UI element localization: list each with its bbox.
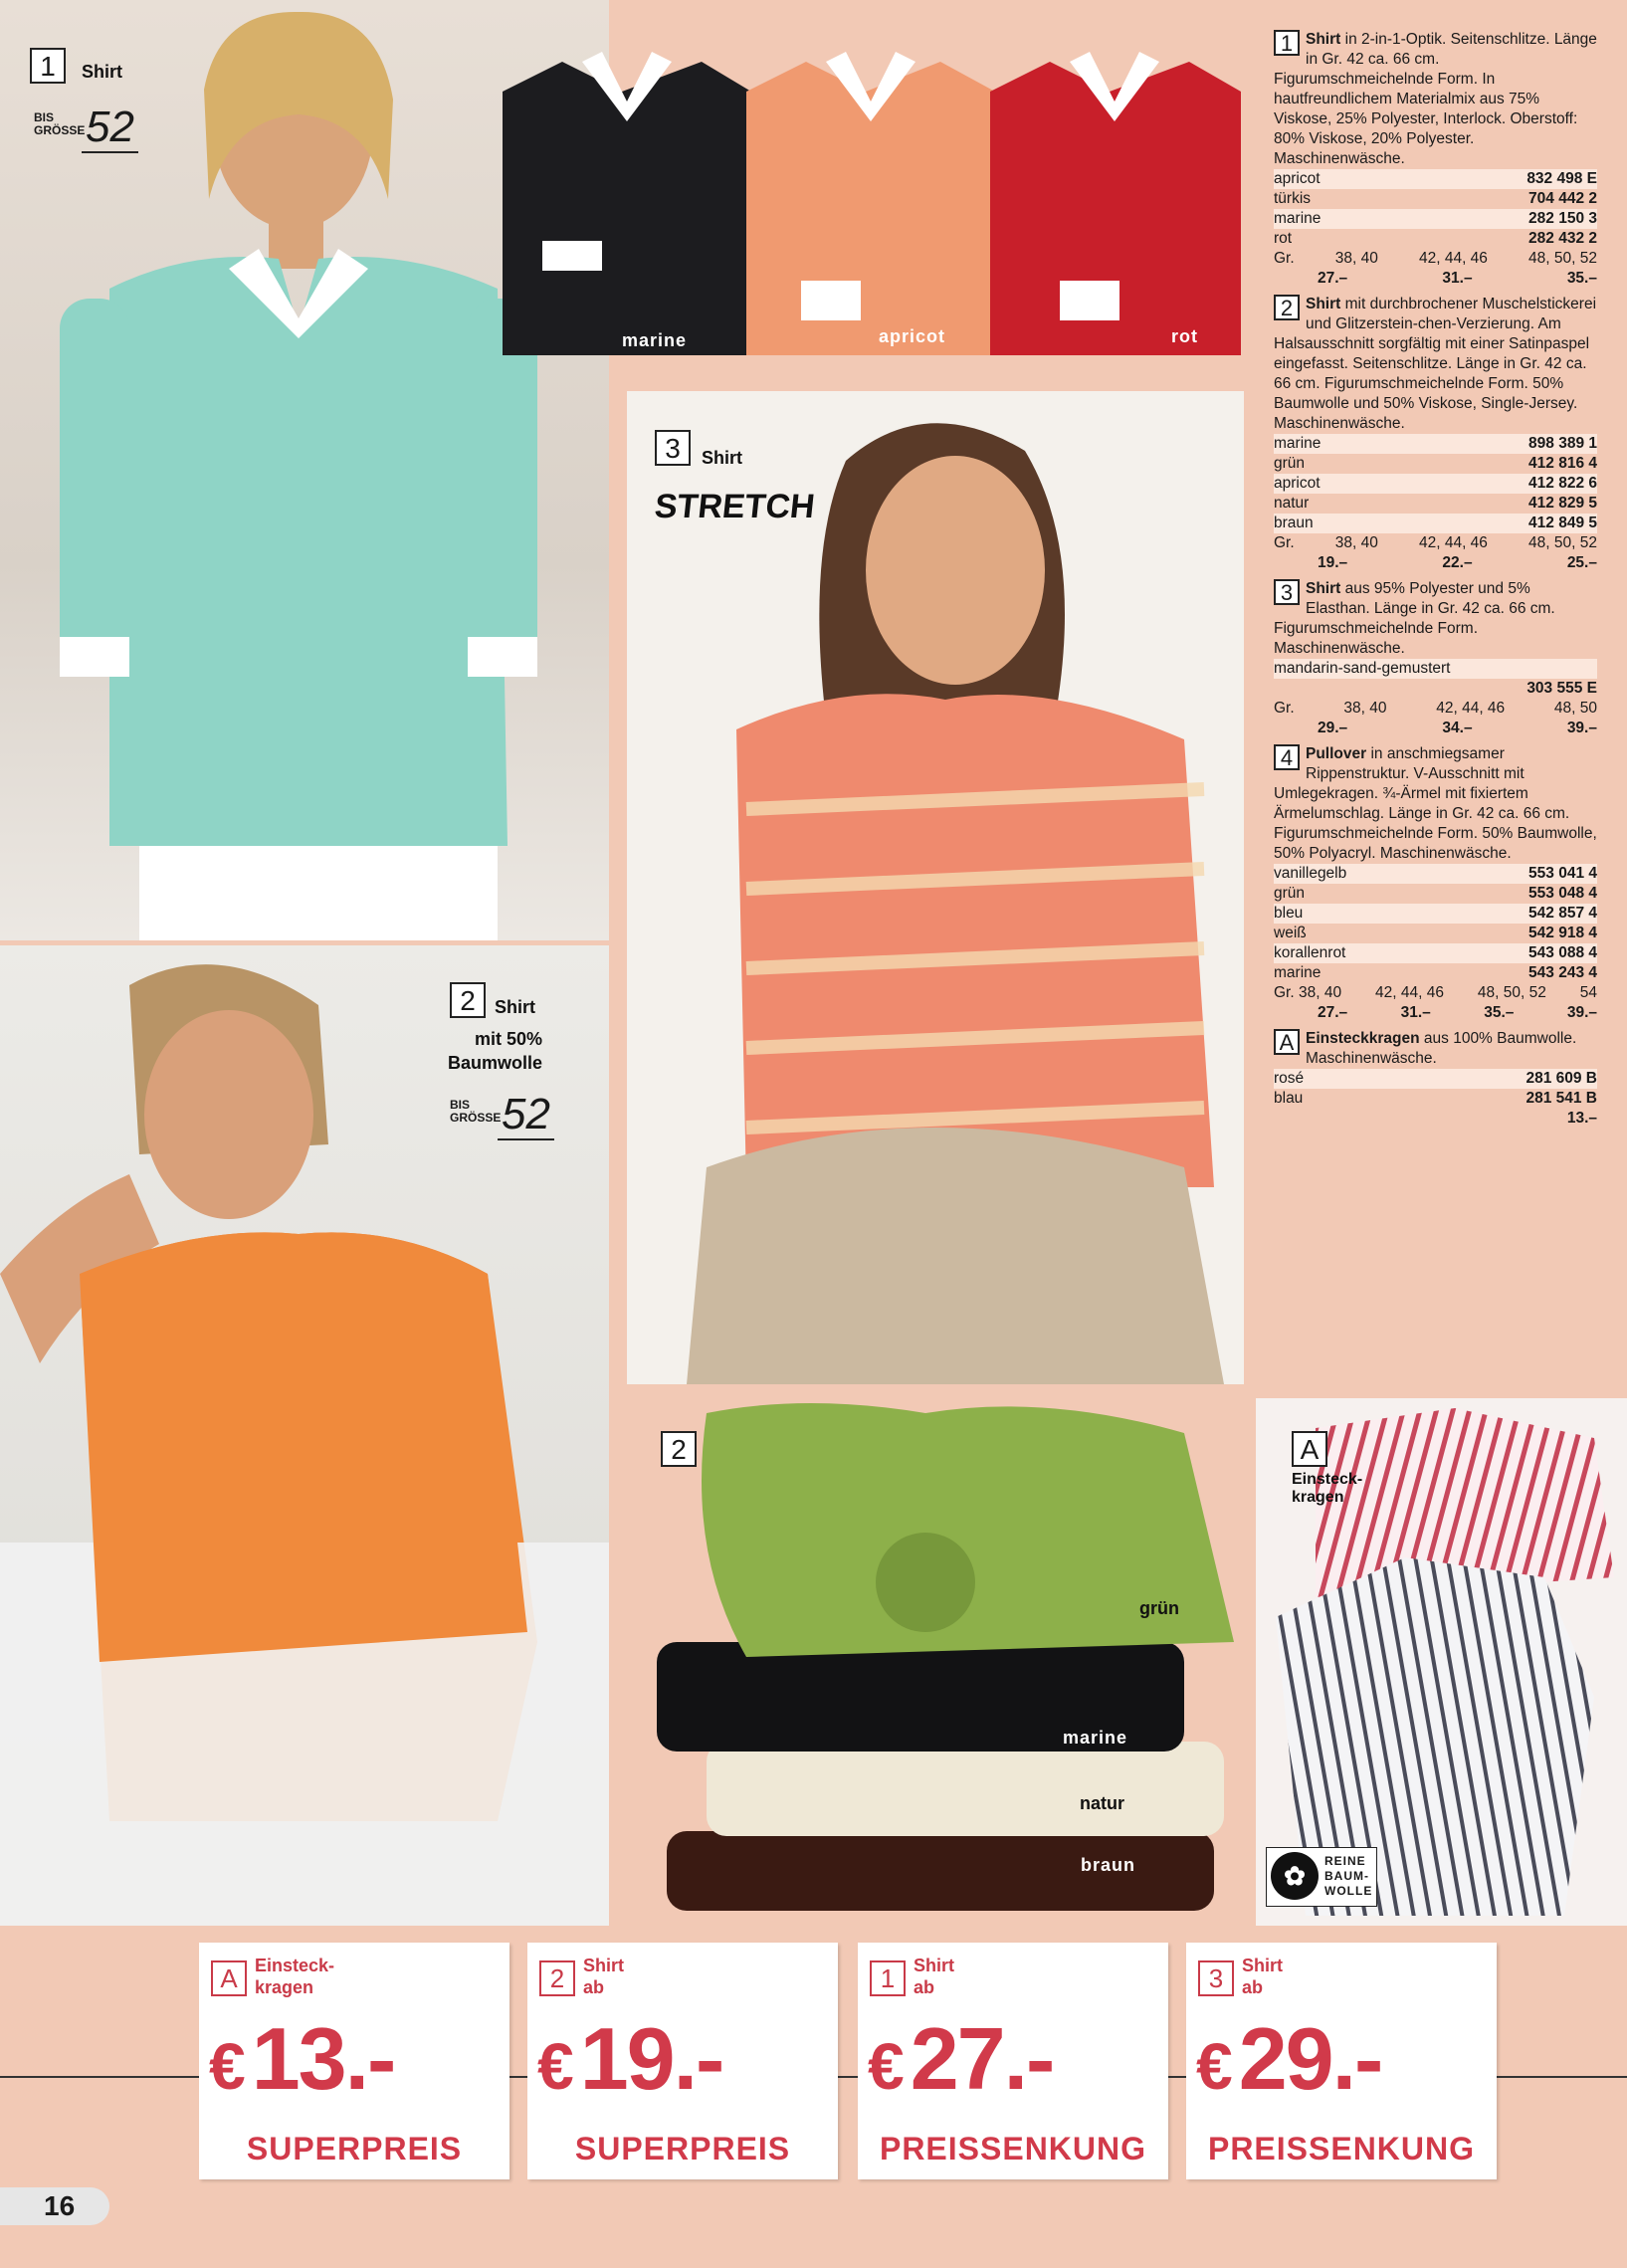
- label-line: Shirt: [914, 1956, 955, 1975]
- size-price: 39.–: [1566, 1004, 1597, 1021]
- shirt-stack-image: [627, 1393, 1244, 1926]
- size-price: 13.–: [1566, 1110, 1597, 1127]
- article-number: 303 555 E: [1526, 680, 1597, 697]
- size-group: 48, 50: [1553, 700, 1597, 717]
- variant-row: [1274, 189, 1597, 209]
- size-price: 35.–: [1484, 1004, 1515, 1021]
- size-price: 39.–: [1566, 720, 1597, 736]
- size-value: 52: [82, 103, 138, 153]
- price-box: [527, 1943, 838, 2179]
- price-box-label: [1242, 1955, 1283, 1998]
- product-desc-text: aus 100% Baumwolle. Maschinenwäsche.: [1306, 1030, 1577, 1067]
- variant-color: türkis: [1274, 190, 1312, 207]
- article-number: 542 918 4: [1528, 925, 1597, 941]
- variant-row: [1274, 884, 1597, 904]
- size-group: 42, 44, 46: [1418, 250, 1488, 267]
- variant-color: weiß: [1274, 925, 1307, 941]
- stretch-badge: STRETCH: [653, 488, 817, 525]
- photo-shirt-stack: [627, 1393, 1244, 1926]
- stack-color-braun: braun: [1081, 1855, 1136, 1875]
- product-description-column: [1274, 30, 1597, 1134]
- label-line: Shirt: [495, 997, 536, 1017]
- label-line: Einsteck-: [255, 1956, 335, 1975]
- size-group: 48, 50, 52: [1528, 250, 1597, 267]
- size-row: [1274, 249, 1597, 269]
- variant-row: [1274, 904, 1597, 924]
- size-group: 42, 44, 46: [1436, 700, 1506, 717]
- size-badge: [34, 103, 134, 151]
- article-number: 543 243 4: [1528, 964, 1597, 981]
- variant-color: rosé: [1274, 1070, 1305, 1087]
- item-number-box: 1: [1274, 30, 1300, 56]
- label-line: ab: [914, 1977, 935, 1997]
- variant-row: [1274, 454, 1597, 474]
- variant-color: mandarin-sand-gemustert: [1274, 660, 1451, 677]
- variant-row: [1274, 229, 1597, 249]
- price-box-number: 1: [870, 1960, 906, 1996]
- price-box-number: A: [211, 1960, 247, 1996]
- variant-row: [1274, 474, 1597, 494]
- label-line: Shirt: [1242, 1956, 1284, 1975]
- variant-color: blau: [1274, 1090, 1304, 1107]
- variant-table: [1274, 659, 1597, 699]
- price-value: [868, 2008, 1053, 2110]
- product-item: [1274, 30, 1597, 289]
- size-row: [1274, 983, 1597, 1003]
- variant-row: [1274, 1089, 1597, 1109]
- product-desc-text: in anschmiegsamer Rippenstruktur. V-Ausschnitt mit Umlegekragen. ¾-Ärmel mit fixiertem Ärmelumschlag. Länge in Gr. 42 ca. 66 cm. Figurumschmeichelnde Form. 50% Baumwolle, 50% Polyacryl. Maschinenwäsche.: [1274, 745, 1597, 862]
- size-badge: [450, 1090, 550, 1138]
- badge-line: BAUM-: [1324, 1869, 1369, 1883]
- groesse-text: GRÖSSE: [450, 1110, 502, 1125]
- variant-row: [1274, 169, 1597, 189]
- variant-color: apricot: [1274, 170, 1321, 187]
- label-line: Baumwolle: [448, 1053, 543, 1073]
- label-line: Einsteck-: [1292, 1471, 1363, 1488]
- variant-row: [1274, 943, 1597, 963]
- article-number: 704 442 2: [1528, 190, 1597, 207]
- price-value: [537, 2008, 722, 2110]
- article-number: 832 498 E: [1526, 170, 1597, 187]
- product-desc-text: aus 95% Polyester und 5% Elasthan. Länge in Gr. 42 ca. 66 cm. Figurumschmeichelnde Form. Maschinenwäsche.: [1274, 580, 1555, 657]
- photo-label: Shirt: [82, 62, 123, 82]
- variant-table: [1274, 169, 1597, 249]
- variant-color: bleu: [1274, 905, 1304, 922]
- photo-shirt-3: [627, 391, 1244, 1384]
- product-item: [1274, 579, 1597, 738]
- price-row: [1274, 1003, 1597, 1023]
- price-amount: 29.-: [1238, 2009, 1382, 2108]
- cotton-badge: [1266, 1847, 1377, 1907]
- price-box-subtitle: PREISSENKUNG: [879, 2131, 1147, 2166]
- item-number-box: A: [1292, 1431, 1327, 1467]
- currency-symbol: €: [537, 2029, 572, 2103]
- size-group: Gr.: [1274, 700, 1295, 717]
- price-box-subtitle: SUPERPREIS: [574, 2131, 791, 2166]
- photo-label: Shirt: [702, 448, 743, 468]
- price-row: [1274, 269, 1597, 289]
- variant-color: korallenrot: [1274, 944, 1346, 961]
- variant-color: vanillegelb: [1274, 865, 1347, 882]
- groesse-text: GRÖSSE: [34, 122, 86, 137]
- currency-symbol: €: [868, 2029, 903, 2103]
- article-number: 553 041 4: [1528, 865, 1597, 882]
- size-group: 38, 40: [1334, 250, 1378, 267]
- photo-sweaters: [503, 52, 1241, 355]
- product-title: Shirt: [1306, 31, 1341, 48]
- size-price: 31.–: [1400, 1004, 1431, 1021]
- price-box-label: [914, 1955, 954, 1998]
- size-price: 27.–: [1318, 270, 1348, 287]
- size-price: 35.–: [1566, 270, 1597, 287]
- size-price: 27.–: [1318, 1004, 1348, 1021]
- cotton-flower-icon: ✿: [1271, 1852, 1319, 1900]
- item-number-box: 2: [450, 982, 486, 1018]
- label-line: ab: [583, 1977, 605, 1997]
- badge-line: WOLLE: [1324, 1884, 1373, 1898]
- price-box: [1186, 1943, 1497, 2179]
- product-title: Einsteckkragen: [1306, 1030, 1420, 1047]
- product-description: [1274, 1029, 1597, 1069]
- size-group: 48, 50, 52: [1477, 984, 1546, 1001]
- item-number-box: 4: [1274, 744, 1300, 770]
- size-group: 38, 40: [1343, 700, 1387, 717]
- size-group: 42, 44, 46: [1418, 534, 1488, 551]
- price-box-subtitle: SUPERPREIS: [246, 2131, 463, 2166]
- price-box: [199, 1943, 509, 2179]
- product-description: [1274, 295, 1597, 434]
- variant-color: rot: [1274, 230, 1293, 247]
- article-number: 412 849 5: [1528, 515, 1597, 531]
- product-title: Pullover: [1306, 745, 1367, 762]
- size-price: 19.–: [1318, 554, 1348, 571]
- variant-color: marine: [1274, 964, 1322, 981]
- price-box-number: 2: [539, 1960, 575, 1996]
- product-item: [1274, 744, 1597, 1023]
- article-number: 412 816 4: [1528, 455, 1597, 472]
- sweater-color-marine: marine: [622, 330, 688, 350]
- variant-color: braun: [1274, 515, 1314, 531]
- variant-row: [1274, 494, 1597, 514]
- price-box-number: 3: [1198, 1960, 1234, 1996]
- variant-row: [1274, 514, 1597, 533]
- item-number-box: 3: [655, 430, 691, 466]
- size-price: 34.–: [1442, 720, 1473, 736]
- sweaters-image: [503, 52, 1241, 355]
- size-group: 38, 40: [1334, 534, 1378, 551]
- product-description: [1274, 744, 1597, 864]
- size-row: [1274, 533, 1597, 553]
- item-number-box: A: [1274, 1029, 1300, 1055]
- article-number: 543 088 4: [1528, 944, 1597, 961]
- item-number-box: 1: [30, 48, 66, 84]
- size-group: 54: [1579, 984, 1597, 1001]
- variant-row: [1274, 1069, 1597, 1089]
- bis-text: BIS: [450, 1098, 471, 1112]
- price-amount: 13.-: [251, 2009, 395, 2108]
- stack-color-marine: marine: [1063, 1728, 1128, 1748]
- shirt-3-model-image: [627, 391, 1244, 1384]
- article-number: 412 829 5: [1528, 495, 1597, 512]
- photo-label: [1292, 1471, 1362, 1507]
- price-value: [1196, 2008, 1381, 2110]
- product-title: Shirt: [1306, 580, 1341, 597]
- photo-label: [495, 995, 535, 1019]
- article-number: 281 541 B: [1525, 1090, 1597, 1107]
- badge-line: REINE: [1324, 1854, 1366, 1868]
- variant-row: [1274, 963, 1597, 983]
- size-group: 48, 50, 52: [1528, 534, 1597, 551]
- product-item: [1274, 295, 1597, 573]
- variant-color: apricot: [1274, 475, 1321, 492]
- article-number: 542 857 4: [1528, 905, 1597, 922]
- variant-row: [1274, 209, 1597, 229]
- article-number: 412 822 6: [1528, 475, 1597, 492]
- variant-row: [1274, 924, 1597, 943]
- price-row: [1274, 553, 1597, 573]
- price-box-subtitle: PREISSENKUNG: [1207, 2131, 1476, 2166]
- page-number: 16: [0, 2187, 109, 2225]
- bis-text: BIS: [34, 110, 55, 124]
- item-number-box: 2: [661, 1431, 697, 1467]
- size-price: 25.–: [1566, 554, 1597, 571]
- item-number-box: 2: [1274, 295, 1300, 320]
- variant-row: [1274, 679, 1597, 699]
- variant-color: marine: [1274, 435, 1322, 452]
- size-group: Gr. 38, 40: [1274, 984, 1342, 1001]
- product-description: [1274, 30, 1597, 169]
- variant-row: [1274, 864, 1597, 884]
- label-line: kragen: [1292, 1489, 1344, 1506]
- article-number: 553 048 4: [1528, 885, 1597, 902]
- article-number: 281 609 B: [1525, 1070, 1597, 1087]
- price-row: [1274, 719, 1597, 738]
- label-line: Shirt: [583, 1956, 625, 1975]
- variant-table: [1274, 1069, 1597, 1109]
- size-row: [1274, 699, 1597, 719]
- variant-row: [1274, 434, 1597, 454]
- price-value: [209, 2008, 394, 2110]
- article-number: 282 432 2: [1528, 230, 1597, 247]
- sweater-color-rot: rot: [1171, 326, 1198, 346]
- product-item: [1274, 1029, 1597, 1129]
- article-number: 898 389 1: [1528, 435, 1597, 452]
- product-desc-text: mit durchbrochener Muschelstickerei und Glitzerstein-chen-Verzierung. Am Halsausschnitt sorgfältig mit einer Satinpaspel eingefasst. Seitenschlitze. Länge in Gr. 42 ca. 66 cm. Figurumschmeichelnde Form. 50% Baumwolle und 50% Viskose, Single-Jersey. Maschinenwäsche.: [1274, 296, 1597, 432]
- photo-label-detail: [448, 1027, 542, 1075]
- size-price: 31.–: [1442, 270, 1473, 287]
- size-group: 42, 44, 46: [1375, 984, 1444, 1001]
- currency-symbol: €: [1196, 2029, 1231, 2103]
- article-number: 282 150 3: [1528, 210, 1597, 227]
- price-box-label: [583, 1955, 624, 1998]
- label-line: kragen: [255, 1977, 314, 1997]
- sweater-color-apricot: apricot: [879, 326, 946, 346]
- variant-color: marine: [1274, 210, 1322, 227]
- variant-row: [1274, 659, 1597, 679]
- price-box-label: [255, 1955, 334, 1998]
- price-box: [858, 1943, 1168, 2179]
- label-line: mit 50%: [475, 1029, 543, 1049]
- price-amount: 19.-: [579, 2009, 723, 2108]
- stack-color-natur: natur: [1080, 1793, 1124, 1813]
- variant-table: [1274, 864, 1597, 983]
- size-price: 22.–: [1442, 554, 1473, 571]
- price-amount: 27.-: [910, 2009, 1054, 2108]
- currency-symbol: €: [209, 2029, 244, 2103]
- variant-color: natur: [1274, 495, 1310, 512]
- size-group: Gr.: [1274, 250, 1295, 267]
- stack-color-gruen: grün: [1139, 1598, 1179, 1618]
- product-title: Shirt: [1306, 296, 1341, 312]
- variant-color: grün: [1274, 455, 1306, 472]
- variant-table: [1274, 434, 1597, 533]
- variant-color: grün: [1274, 885, 1306, 902]
- price-row: [1274, 1109, 1597, 1129]
- item-number-box: 3: [1274, 579, 1300, 605]
- size-group: Gr.: [1274, 534, 1295, 551]
- size-value: 52: [498, 1091, 554, 1140]
- label-line: ab: [1242, 1977, 1264, 1997]
- size-price: 29.–: [1318, 720, 1348, 736]
- product-desc-text: in 2-in-1-Optik. Seitenschlitze. Länge in Gr. 42 ca. 66 cm. Figurumschmeichelnde Form. In hautfreundlichem Materialmix aus 75% Viskose, 25% Polyester, Interlock. Oberstoff: 80% Viskose, 20% Polyester. Maschinenwäsche.: [1274, 31, 1597, 167]
- product-description: [1274, 579, 1597, 659]
